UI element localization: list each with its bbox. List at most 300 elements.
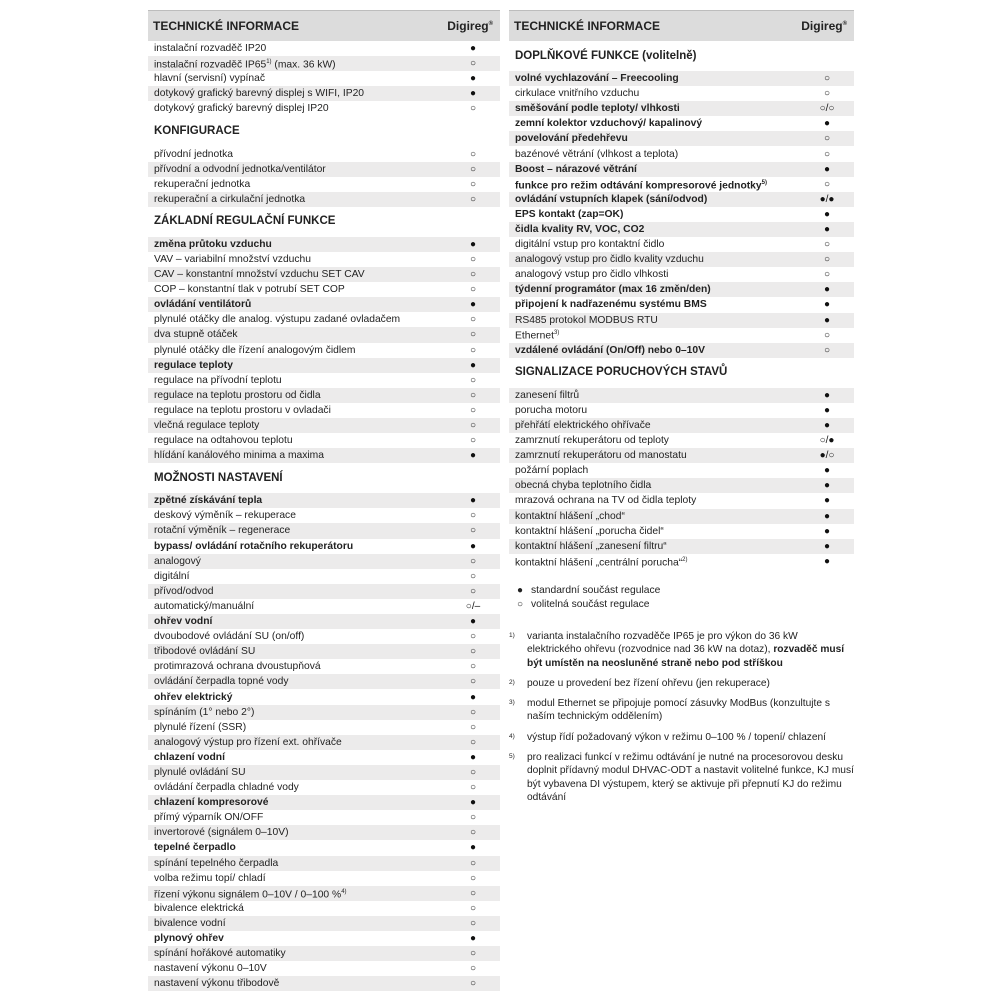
label-text: požární poplach — [515, 465, 589, 477]
label-text: plynulé otáčky dle analog. výstupu zadané ovladačem — [154, 314, 401, 326]
availability-mark: ○ — [823, 88, 831, 100]
availability-mark: ○ — [823, 254, 831, 266]
availability-mark: ○/○ — [819, 103, 835, 115]
feature-label — [154, 554, 201, 569]
availability-mark: ○/● — [819, 435, 835, 447]
label-text: regulace teploty — [154, 359, 233, 371]
table-row — [148, 644, 500, 659]
table-row — [148, 886, 500, 901]
table-row — [148, 388, 500, 403]
feature-label — [154, 448, 324, 463]
table-row — [509, 313, 854, 328]
availability-mark: ○ — [469, 812, 477, 824]
label-text: hlavní (servisní) vypínač — [154, 73, 266, 85]
table-row — [509, 282, 854, 297]
footnote-ref: 4) — [341, 888, 347, 895]
table-row — [148, 810, 500, 825]
table-row — [148, 901, 500, 916]
table-row — [148, 795, 500, 810]
feature-label — [154, 403, 331, 418]
label-text: DOPLŇKOVÉ FUNKCE (volitelně) — [515, 49, 697, 62]
label-text: třibodové ovládání SU — [154, 646, 256, 658]
table-row — [509, 131, 854, 146]
availability-mark: ● — [469, 43, 477, 55]
footnote — [509, 751, 854, 804]
footnotes — [509, 630, 854, 804]
feature-label — [515, 176, 767, 193]
label-text: chlazení vodní — [154, 751, 225, 763]
section-heading — [148, 116, 500, 146]
feature-label — [515, 448, 687, 463]
right-column — [509, 0, 854, 811]
label-text: funkce pro režim odtávání kompresorové jednotky — [515, 179, 762, 191]
availability-mark: ○ — [469, 827, 477, 839]
label-text: kontaktní hlášení „zanesení filtru“ — [515, 540, 667, 552]
availability-mark: ○ — [469, 706, 477, 718]
table-row — [148, 840, 500, 855]
label-text: CAV – konstantní množství vzduchu SET CAV — [154, 269, 365, 281]
label-text: bypass/ ovládání rotačního rekuperátoru — [154, 540, 354, 552]
footnote-number: 2) — [509, 678, 515, 686]
feature-label — [154, 433, 293, 448]
brand-label: Digireg® — [801, 19, 847, 33]
label-text: ohřev vodní — [154, 616, 213, 628]
label-text: regulace na teplotu prostoru v ovladači — [154, 404, 331, 416]
availability-mark: ● — [469, 751, 477, 763]
table-row — [148, 735, 500, 750]
availability-mark: ● — [469, 540, 477, 552]
availability-mark: ● — [823, 223, 831, 235]
table-row — [509, 146, 854, 161]
feature-label — [154, 327, 238, 342]
legend-text: volitelná součást regulace — [531, 599, 650, 611]
availability-mark: ● — [823, 480, 831, 492]
table-row — [148, 373, 500, 388]
label-text: ohřev elektrický — [154, 691, 233, 703]
label-text: obecná chyba teplotního čidla — [515, 480, 652, 492]
table-row — [148, 629, 500, 644]
availability-mark: ● — [469, 88, 477, 100]
feature-label — [154, 192, 305, 207]
availability-mark: ○ — [469, 963, 477, 975]
availability-mark: ○ — [469, 525, 477, 537]
label-text: změna průtoku vzduchu — [154, 238, 272, 250]
feature-label — [515, 418, 651, 433]
table-row — [509, 433, 854, 448]
feature-label — [515, 192, 707, 207]
feature-label — [154, 312, 400, 327]
feature-label — [154, 750, 225, 765]
table-row — [509, 524, 854, 539]
feature-label — [154, 644, 255, 659]
table-row — [509, 343, 854, 358]
availability-mark: ○ — [469, 902, 477, 914]
label-text: deskový výměník – rekuperace — [154, 510, 296, 522]
footnote-emphasis: rozvaděč musí být umístěn na neosluněné straně nebo pod stříškou — [527, 644, 845, 669]
availability-mark: ○ — [823, 178, 831, 190]
availability-mark: ● — [469, 933, 477, 945]
footnote-number: 4) — [509, 732, 515, 740]
footnote-ref: 2) — [682, 556, 688, 563]
feature-label — [154, 86, 364, 101]
availability-mark: ○ — [469, 857, 477, 869]
table-row — [148, 916, 500, 931]
footnote-body: pouze u provedení bez řízení ohřevu (jen rekuperace) — [527, 677, 770, 689]
feature-label — [515, 101, 680, 116]
table-row — [148, 177, 500, 192]
feature-label — [154, 147, 233, 162]
label-text: EPS kontakt (zap=OK) — [515, 208, 624, 220]
label-text: COP – konstantní tlak v potrubí SET COP — [154, 284, 345, 296]
availability-mark: ○ — [469, 178, 477, 190]
feature-label — [154, 690, 232, 705]
section-title — [154, 214, 335, 229]
availability-mark: ● — [823, 389, 831, 401]
feature-label — [515, 267, 668, 282]
label-text: automatický/manuální — [154, 600, 255, 612]
footnote-body: výstup řídí požadovaný výkon v režimu 0–100 % / topení/ chlazení — [527, 731, 826, 743]
table-row — [148, 101, 500, 116]
availability-mark: ○ — [469, 782, 477, 794]
table-row — [148, 931, 500, 946]
legend — [509, 569, 854, 612]
header-title: TECHNICKÉ INFORMACE — [153, 19, 299, 33]
label-text: ZÁKLADNÍ REGULAČNÍ FUNKCE — [154, 215, 336, 228]
label-text: nastavení výkonu třibodově — [154, 978, 280, 990]
label-text: analogový vstup pro čidlo kvality vzduchu — [515, 254, 704, 266]
availability-mark: ● — [823, 299, 831, 311]
feature-label — [154, 599, 254, 614]
label-text: cirkulace vnitřního vzduchu — [515, 88, 640, 100]
label-text: povelování předehřevu — [515, 133, 628, 145]
availability-mark: ○ — [823, 239, 831, 251]
label-text: rekuperační jednotka — [154, 178, 251, 190]
label-text: hlídání kanálového minima a maxima — [154, 450, 324, 462]
availability-mark: ○ — [469, 344, 477, 356]
label-text: rotační výměník – regenerace — [154, 525, 291, 537]
feature-label — [515, 463, 588, 478]
availability-mark: ○ — [469, 163, 477, 175]
table-row — [148, 705, 500, 720]
section-heading — [509, 41, 854, 71]
section-title — [515, 365, 727, 380]
feature-label — [515, 297, 707, 312]
availability-mark: ● — [469, 299, 477, 311]
availability-mark: ○ — [469, 510, 477, 522]
legend-symbol: ○ — [516, 599, 524, 611]
availability-mark: ○ — [469, 58, 477, 70]
table-row — [148, 825, 500, 840]
legend-text: standardní součást regulace — [531, 585, 661, 597]
table-row — [509, 71, 854, 86]
label-text: ovládání vstupních klapek (sání/odvod) — [515, 193, 708, 205]
availability-mark: ○ — [823, 133, 831, 145]
label-text: digitální — [154, 570, 190, 582]
table-row — [148, 674, 500, 689]
feature-label — [515, 222, 644, 237]
label-text: Boost – nárazové větrání — [515, 163, 637, 175]
label-text: dotykový grafický barevný displej IP20 — [154, 103, 329, 115]
footnote-number: 3) — [509, 699, 515, 707]
table-row — [148, 192, 500, 207]
label-text: bivalence vodní — [154, 917, 226, 929]
table-row — [148, 327, 500, 342]
footnote — [509, 697, 854, 724]
label-text: týdenní programátor (max 16 změn/den) — [515, 284, 711, 296]
table-row — [148, 569, 500, 584]
label-text: vzdálené ovládání (On/Off) nebo 0–10V — [515, 344, 705, 356]
table-row — [509, 162, 854, 177]
feature-label — [515, 116, 702, 131]
label-text: MOŽNOSTI NASTAVENÍ — [154, 471, 283, 484]
label-text: plynulé ovládání SU — [154, 766, 246, 778]
feature-label — [154, 720, 246, 735]
right-rows — [509, 41, 854, 569]
label-text: tepelné čerpadlo — [154, 842, 236, 854]
availability-mark: ● — [823, 163, 831, 175]
availability-mark: ○ — [469, 555, 477, 567]
table-row — [148, 689, 500, 704]
label-text: Ethernet — [515, 330, 554, 342]
footnote-text — [527, 731, 826, 744]
label-text: regulace na přívodní teplotu — [154, 374, 282, 386]
label-text: SIGNALIZACE PORUCHOVÝCH STAVŮ — [515, 366, 728, 379]
table-row — [509, 478, 854, 493]
table-row — [509, 192, 854, 207]
legend-symbol: ● — [516, 585, 524, 597]
table-row — [148, 614, 500, 629]
feature-label — [154, 388, 321, 403]
footnote-body: modul Ethernet se připojuje pomocí zásuvky ModBus (konzultujte s naším technickým oddělením) — [527, 698, 830, 723]
availability-mark: ○ — [469, 661, 477, 673]
left-rows — [148, 41, 500, 991]
feature-label — [154, 931, 224, 946]
availability-mark: ○ — [469, 872, 477, 884]
table-row — [509, 448, 854, 463]
label-text: plynulé otáčky dle řízení analogovým čidlem — [154, 344, 356, 356]
feature-label — [515, 524, 664, 539]
section-heading — [509, 358, 854, 388]
section-heading — [148, 463, 500, 493]
label-text: protimrazová ochrana dvoustupňová — [154, 661, 321, 673]
footnote-ref: 1) — [266, 58, 272, 65]
table-row — [148, 599, 500, 614]
footnote-number: 5) — [509, 752, 515, 760]
table-row — [148, 237, 500, 252]
label-text: porucha motoru — [515, 404, 588, 416]
table-row — [509, 297, 854, 312]
footnote-text — [527, 630, 854, 670]
table-row — [148, 584, 500, 599]
availability-mark: ● — [823, 314, 831, 326]
availability-mark: ● — [469, 495, 477, 507]
label-text: zamrznutí rekuperátoru od manostatu — [515, 450, 687, 462]
label-text: dvoubodové ovládání SU (on/off) — [154, 631, 305, 643]
label-text: přímý výparník ON/OFF — [154, 812, 264, 824]
label-text: dva stupně otáček — [154, 329, 238, 341]
table-row — [509, 403, 854, 418]
label-text: mrazová ochrana na TV od čidla teploty — [515, 495, 697, 507]
section-title — [154, 471, 283, 486]
feature-label — [515, 553, 687, 570]
label-text: instalační rozvaděč IP20 — [154, 43, 267, 55]
label-text: směšování podle teploty/ vlhkosti — [515, 103, 680, 115]
availability-mark: ○ — [823, 344, 831, 356]
table-row — [148, 720, 500, 735]
table-row — [509, 177, 854, 192]
availability-mark: ○ — [469, 585, 477, 597]
label-text: přehřátí elektrického ohřívače — [515, 420, 651, 432]
availability-mark: ● — [469, 238, 477, 250]
table-row — [148, 871, 500, 886]
label-text: KONFIGURACE — [154, 124, 240, 137]
feature-label — [154, 297, 251, 312]
availability-mark: ○ — [469, 736, 477, 748]
table-row — [148, 403, 500, 418]
feature-label — [154, 735, 342, 750]
feature-label — [154, 885, 347, 902]
table-row — [148, 282, 500, 297]
feature-label — [154, 795, 268, 810]
table-row — [148, 780, 500, 795]
feature-label — [154, 343, 355, 358]
availability-mark: ● — [823, 404, 831, 416]
label-text: přívodní jednotka — [154, 148, 233, 160]
label-text: zemní kolektor vzduchový/ kapalinový — [515, 118, 703, 130]
feature-label — [515, 313, 658, 328]
availability-mark: ○/– — [465, 600, 481, 612]
feature-label — [515, 237, 664, 252]
footnote-text — [527, 677, 770, 690]
label-text: chlazení kompresorové — [154, 797, 269, 809]
legend-item — [509, 598, 854, 612]
feature-label — [154, 780, 299, 795]
label-text: rekuperační a cirkulační jednotka — [154, 193, 306, 205]
feature-label — [154, 629, 304, 644]
availability-mark: ○ — [823, 148, 831, 160]
feature-label — [154, 840, 236, 855]
availability-mark: ○ — [469, 389, 477, 401]
label-text: kontaktní hlášení „centrální porucha“ — [515, 557, 683, 569]
availability-mark: ● — [823, 510, 831, 522]
availability-mark: ○ — [469, 721, 477, 733]
feature-label — [154, 252, 311, 267]
feature-label — [154, 71, 265, 86]
section-title — [154, 124, 240, 139]
feature-label — [154, 871, 266, 886]
feature-label — [154, 976, 279, 991]
availability-mark: ● — [823, 208, 831, 220]
feature-label — [154, 55, 336, 72]
feature-label — [154, 101, 329, 116]
table-row — [509, 116, 854, 131]
availability-mark: ○ — [469, 374, 477, 386]
label-text: VAV – variabilní množství vzduchu — [154, 253, 312, 265]
label-text: kontaktní hlášení „chod“ — [515, 510, 625, 522]
label-text: bazénové větrání (vlhkost a teplota) — [515, 148, 679, 160]
feature-label — [515, 433, 669, 448]
availability-mark: ○ — [469, 404, 477, 416]
label-text: řízení výkonu signálem 0–10V / 0–100 % — [154, 888, 342, 900]
table-header — [148, 10, 500, 41]
feature-label — [515, 539, 667, 554]
feature-label — [154, 856, 278, 871]
table-row — [509, 328, 854, 343]
availability-mark: ● — [469, 691, 477, 703]
feature-label — [154, 674, 289, 689]
table-row — [509, 388, 854, 403]
feature-label — [515, 147, 678, 162]
label-text: analogový výstup pro řízení ext. ohřívače — [154, 736, 342, 748]
table-row — [148, 750, 500, 765]
availability-mark: ● — [823, 465, 831, 477]
table-row — [148, 312, 500, 327]
legend-item — [509, 584, 854, 598]
availability-mark: ○ — [823, 73, 831, 85]
table-header — [509, 10, 854, 41]
footnote — [509, 731, 854, 744]
label-text: volné vychlazování – Freecooling — [515, 73, 679, 85]
feature-label — [515, 403, 587, 418]
table-row — [148, 493, 500, 508]
feature-label — [515, 282, 711, 297]
availability-mark: ● — [469, 797, 477, 809]
availability-mark: ● — [823, 555, 831, 567]
feature-label — [154, 901, 244, 916]
table-row — [148, 267, 500, 282]
table-row — [509, 207, 854, 222]
footnote-text — [527, 751, 854, 804]
label-text: spínáním (1° nebo 2°) — [154, 706, 255, 718]
feature-label — [515, 343, 705, 358]
table-row — [148, 961, 500, 976]
availability-mark: ○ — [469, 917, 477, 929]
table-row — [509, 509, 854, 524]
availability-mark: ○ — [469, 329, 477, 341]
label-text: RS485 protokol MODBUS RTU — [515, 314, 658, 326]
label-text: digitální vstup pro kontaktní čidlo — [515, 239, 665, 251]
label-text: dotykový grafický barevný displej s WIFI, IP20 — [154, 88, 365, 100]
availability-mark: ● — [823, 284, 831, 296]
feature-label — [515, 478, 651, 493]
table-row — [148, 146, 500, 161]
availability-mark: ● — [823, 540, 831, 552]
label-text: přívod/odvod — [154, 585, 214, 597]
brand-label: Digireg® — [447, 19, 493, 33]
feature-label — [154, 41, 266, 56]
left-column — [148, 0, 500, 991]
availability-mark: ○ — [469, 978, 477, 990]
availability-mark: ○ — [469, 631, 477, 643]
availability-mark: ○ — [469, 766, 477, 778]
label-text: bivalence elektrická — [154, 902, 244, 914]
table-row — [509, 554, 854, 569]
label-text: ovládání čerpadla topné vody — [154, 676, 289, 688]
feature-label — [154, 418, 259, 433]
table-row — [148, 418, 500, 433]
availability-mark: ○ — [469, 948, 477, 960]
table-row — [148, 56, 500, 71]
availability-mark: ○ — [469, 253, 477, 265]
availability-mark: ○ — [469, 103, 477, 115]
table-row — [509, 539, 854, 554]
section-heading — [148, 207, 500, 237]
feature-label — [154, 508, 296, 523]
table-row — [148, 554, 500, 569]
availability-mark: ○ — [469, 314, 477, 326]
availability-mark: ○ — [469, 887, 477, 899]
availability-mark: ● — [823, 525, 831, 537]
